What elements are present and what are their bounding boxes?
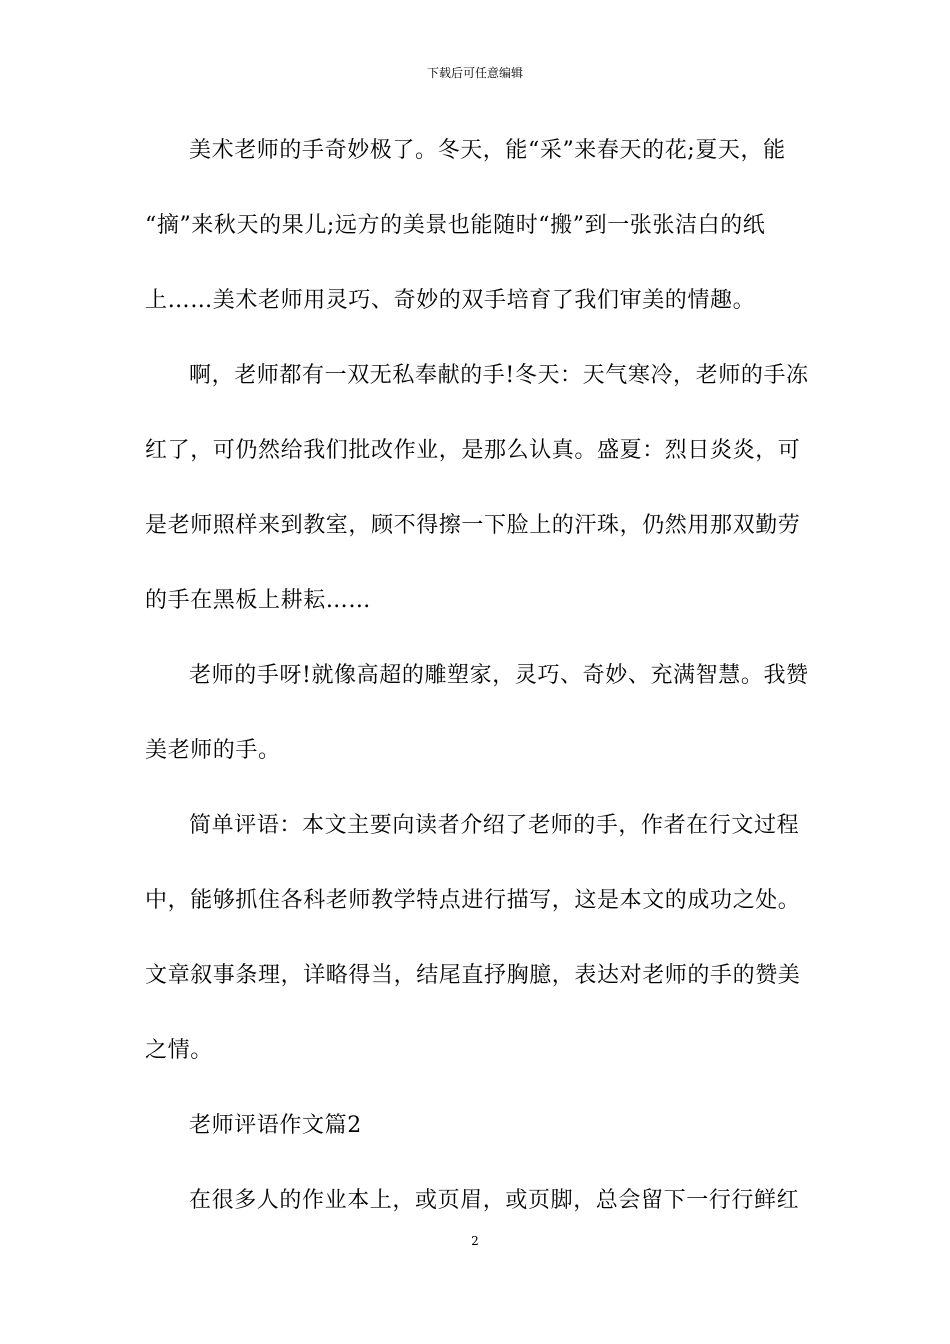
text-line: 啊，老师都有一双无私奉献的手!冬天：天气寒冷，老师的手冻: [189, 363, 809, 388]
text-line: “摘”来秋天的果儿;远方的美景也能随时“搬”到一张张洁白的纸: [145, 213, 766, 238]
page-number: 2: [471, 1234, 479, 1248]
text-line: 在很多人的作业本上，或页眉，或页脚，总会留下一行行鲜红: [189, 1188, 800, 1213]
text-line: 的手在黑板上耕耘……: [145, 588, 372, 613]
text-line: 简单评语：本文主要向读者介绍了老师的手，作者在行文过程: [189, 813, 800, 838]
text-line: 美老师的手。: [145, 738, 281, 763]
section-title: 老师评语作文篇2: [189, 1113, 362, 1138]
text-line: 是老师照样来到教室，顾不得擦一下脸上的汗珠，仍然用那双勤劳: [145, 513, 801, 538]
text-line: 老师的手呀!就像高超的雕塑家，灵巧、奇妙、充满智慧。我赞: [189, 663, 809, 688]
paragraph: [145, 653, 809, 803]
section-heading: [145, 1103, 809, 1178]
text-line: 文章叙事条理，详略得当，结尾直抒胸臆，表达对老师的手的赞美: [145, 963, 801, 988]
paragraph: [145, 803, 809, 1103]
text-line: 红了，可仍然给我们批改作业，是那么认真。盛夏：烈日炎炎，可: [145, 438, 801, 463]
text-line: 之情。: [145, 1038, 213, 1063]
document-body: [145, 128, 809, 1253]
text-line: 美术老师的手奇妙极了。冬天，能“采”来春天的花;夏天，能: [189, 138, 786, 163]
paragraph: [145, 353, 809, 653]
text-line: 上……美术老师用灵巧、奇妙的双手培育了我们审美的情趣。: [145, 288, 756, 313]
page-header: 下载后可任意编辑: [426, 66, 523, 80]
paragraph: [145, 128, 809, 353]
text-line: 中，能够抓住各科老师教学特点进行描写，这是本文的成功之处。: [145, 888, 801, 913]
